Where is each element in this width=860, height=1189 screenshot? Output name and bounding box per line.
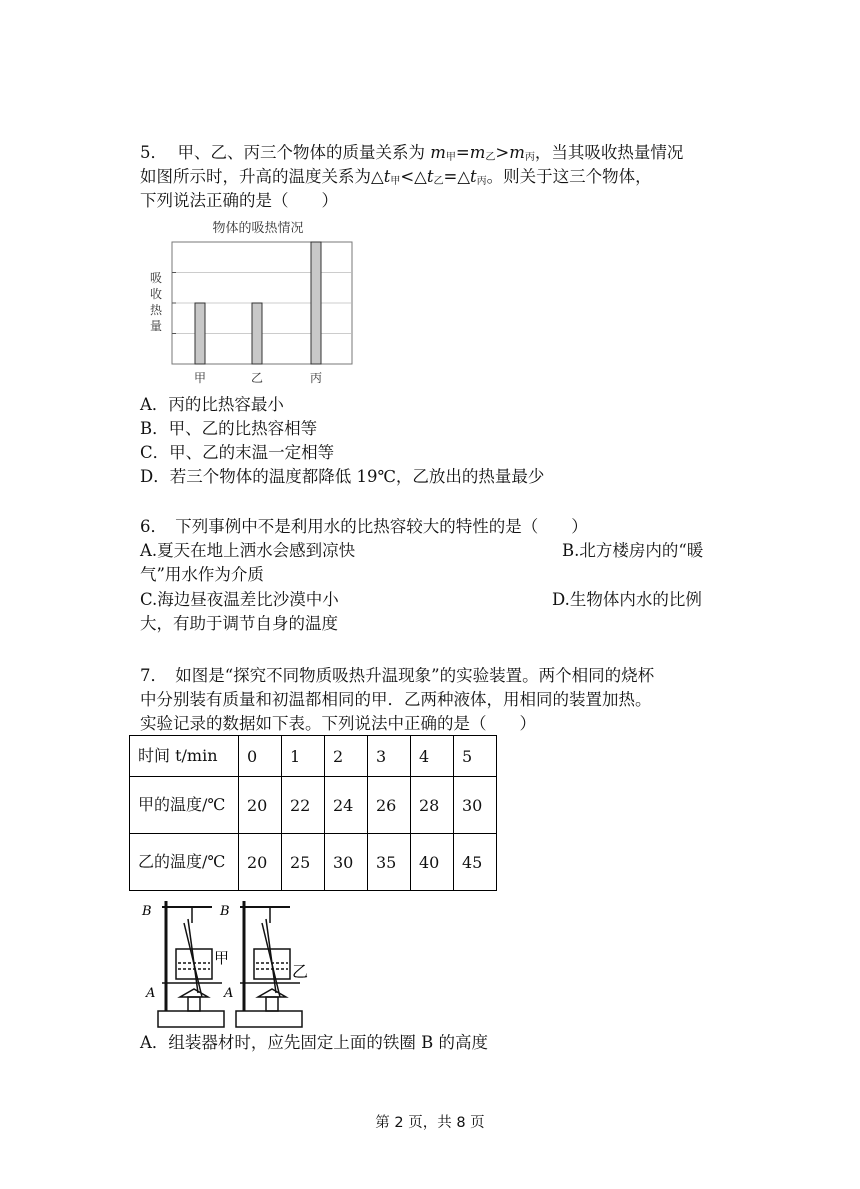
table-header-cell: 5 [454,736,497,777]
table-cell: 28 [411,777,454,834]
q5-option-d: D．若三个物体的温度都降低 19℃，乙放出的热量最少 [140,467,545,486]
chart-title: 物体的吸热情况 [212,221,304,236]
x-tick-label: 乙 [250,371,264,385]
q5-option-c: C．甲、乙的末温一定相等 [140,443,335,462]
label-a-right: A [224,986,234,1001]
q6-option-c: C.海边昼夜温差比沙漠中小 [140,590,339,609]
bar [252,303,262,364]
table-cell: 22 [282,777,325,834]
q5-line1: 5． 甲、乙、丙三个物体的质量关系为 $m_甲=m_乙>m_丙$，当其吸收热量情况 [140,143,684,163]
q7-line2: 中分别装有质量和初温都相同的甲．乙两种液体，用相同的装置加热。 [140,690,652,709]
table-row [130,834,497,891]
x-tick-label: 甲 [193,371,207,385]
table-cell: 40 [411,834,454,891]
chart-ylabel [150,271,163,333]
label-b-right: B [220,904,230,919]
label-jia: 甲 [214,949,230,967]
table-header-cell: 时间 t/min [130,736,239,777]
table-header-cell: 3 [368,736,411,777]
label-b-left: B [142,904,152,919]
table-row [130,777,497,834]
q5-line2: 如图所示时，升高的温度关系为$\triangle t_甲<\triangle t_乙=\triangle t_丙$。则关于这三个物体， [140,167,652,187]
table-cell: 20 [239,777,282,834]
table-row-label: 甲的温度/℃ [130,777,239,834]
table-cell: 25 [282,834,325,891]
table-header-row [130,736,497,777]
bar [195,303,205,364]
table-row-label: 乙的温度/℃ [130,834,239,891]
bar [311,242,321,364]
table-cell: 30 [454,777,497,834]
q6-option-b-end: 气”用水作为介质 [140,565,264,584]
q7-line1: 7． 如图是“探究不同物质吸热升温现象”的实验装置。两个相同的烧杯 [140,666,655,685]
ylabel-char: 量 [149,319,163,333]
q6-option-d-end: 大，有助于调节自身的温度 [140,614,338,633]
heat-absorption-chart [140,214,360,390]
table-header-cell: 0 [239,736,282,777]
q7-line3: 实验记录的数据如下表。下列说法中正确的是（ ） [140,714,536,733]
ylabel-char: 收 [149,287,163,301]
table-header-cell: 1 [282,736,325,777]
q6-stem: 6． 下列事例中不是利用水的比热容较大的特性的是（ ） [140,517,588,536]
table-cell: 30 [325,834,368,891]
q6-option-d-start: D.生物体内水的比例 [552,590,702,609]
table-header-cell: 2 [325,736,368,777]
x-tick-label: 丙 [309,371,323,385]
q5-line3: 下列说法正确的是（ ） [140,191,338,210]
table-cell: 20 [239,834,282,891]
q6-option-b-start: B.北方楼房内的“暖 [562,541,704,560]
temperature-table [129,735,497,891]
ylabel-char: 吸 [149,271,163,285]
q6-option-a: A.夏天在地上洒水会感到凉快 [140,541,356,560]
ylabel-char: 热 [149,303,163,317]
experiment-apparatus-figure [140,893,320,1033]
table-cell: 45 [454,834,497,891]
table-cell: 24 [325,777,368,834]
q5-option-a: A．丙的比热容最小 [140,395,284,414]
page-footer: 第 2 页，共 8 页 [375,1115,485,1131]
table-cell: 26 [368,777,411,834]
q7-option-a: A．组装器材时，应先固定上面的铁圈 B 的高度 [140,1033,489,1052]
label-a-left: A [146,986,156,1001]
label-yi: 乙 [292,962,309,981]
table-header-cell: 4 [411,736,454,777]
q5-option-b: B．甲、乙的比热容相等 [140,419,318,438]
x-tick-labels [194,371,322,385]
table-cell: 35 [368,834,411,891]
